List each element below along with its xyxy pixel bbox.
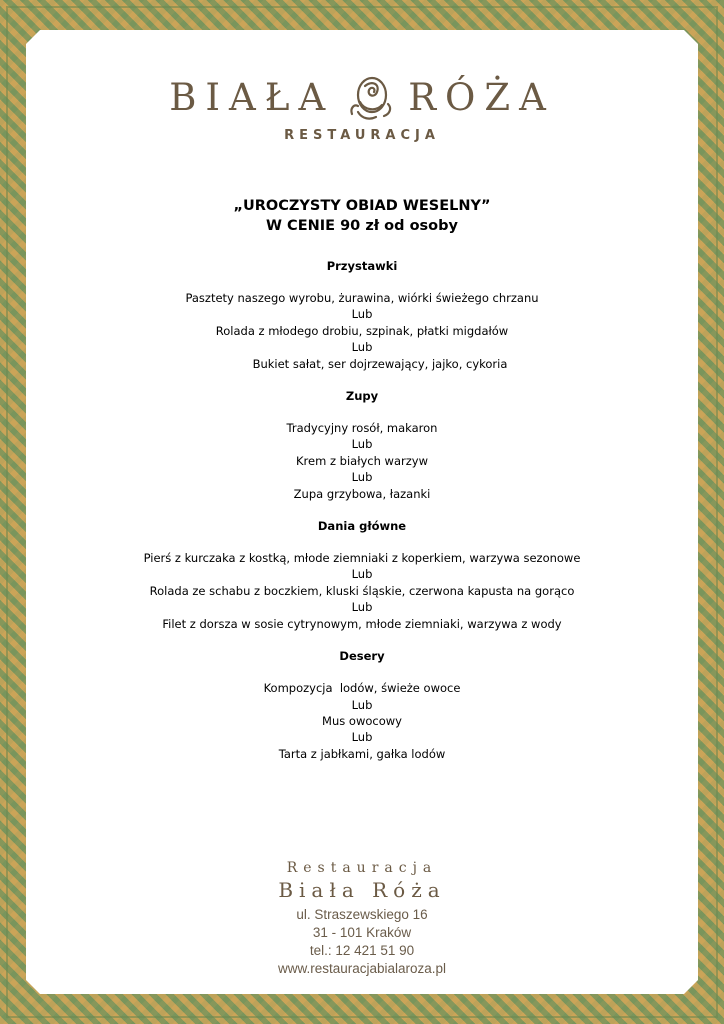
section-desery (0, 648, 724, 762)
section-items (0, 550, 724, 632)
footer-restaurant-name: Biała Róża (278, 878, 446, 902)
rose-icon (346, 72, 396, 122)
menu-item-separator: Lub (351, 470, 373, 485)
section-heading: Dania główne (317, 519, 407, 534)
section-dania-glowne (0, 518, 724, 632)
section-zupy (0, 388, 724, 502)
section-przystawki (0, 258, 724, 372)
menu-item-separator: Lub (351, 437, 373, 452)
footer-address-city: 31 - 101 Kraków (312, 925, 412, 940)
menu-item: Kompozycja lodów, świeże owoce (263, 681, 461, 696)
menu-item: Krem z białych warzyw (296, 453, 428, 468)
section-items (0, 680, 724, 762)
footer-address-street: ul. Straszewskiego 16 (296, 907, 428, 922)
menu-item: Rolada z młodego drobiu, szpinak, płatki migdałów (215, 323, 509, 338)
menu-item-separator: Lub (351, 697, 373, 712)
menu-item: Pasztety naszego wyrobu, żurawina, wiórki świeżego chrzanu (185, 291, 539, 305)
footer-website-link[interactable]: www.restauracjabialaroza.pl (277, 961, 447, 976)
logo-name-right: RÓŻA (408, 75, 555, 119)
section-items (0, 420, 724, 502)
menu-item-separator: Lub (351, 340, 373, 355)
menu-item: Zupa grzybowa, łazanki (293, 486, 431, 501)
logo-name-left: BIAŁA (169, 75, 335, 119)
menu-content (0, 196, 724, 762)
menu-item: Tarta z jabłkami, gałka lodów (278, 746, 446, 761)
menu-item: Pierś z kurczaka z kostką, młode ziemniaki z koperkiem, warzywa sezonowe (143, 551, 581, 566)
menu-item-separator: Lub (351, 600, 373, 615)
header-logo (0, 72, 724, 143)
menu-item: Filet z dorsza w sosie cytrynowym, młode ziemniaki, warzywa z wody (162, 616, 562, 631)
menu-item: Bukiet sałat, ser dojrzewający, jajko, cykoria (252, 356, 508, 371)
footer-contact (0, 860, 724, 978)
logo-wordmark (0, 72, 724, 122)
menu-item-separator: Lub (351, 567, 373, 582)
footer-subtitle: Restauracja (286, 860, 438, 876)
section-heading: Zupy (345, 389, 379, 404)
section-items (0, 290, 724, 372)
menu-item: Mus owocowy (322, 713, 402, 728)
menu-item-separator: Lub (351, 307, 373, 322)
menu-item: Tradycyjny rosół, makaron (286, 421, 438, 436)
menu-title-line2: W CENIE 90 zł od osoby (266, 218, 458, 234)
footer-phone: tel.: 12 421 51 90 (309, 943, 415, 958)
section-heading: Desery (339, 649, 385, 664)
menu-item-separator: Lub (351, 730, 373, 745)
menu-title-line1: „UROCZYSTY OBIAD WESELNY” (233, 198, 491, 214)
menu-item: Rolada ze schabu z boczkiem, kluski śląskie, czerwona kapusta na gorąco (149, 583, 575, 598)
section-heading: Przystawki (326, 259, 398, 273)
logo-subtitle: RESTAURACJA (284, 128, 440, 143)
